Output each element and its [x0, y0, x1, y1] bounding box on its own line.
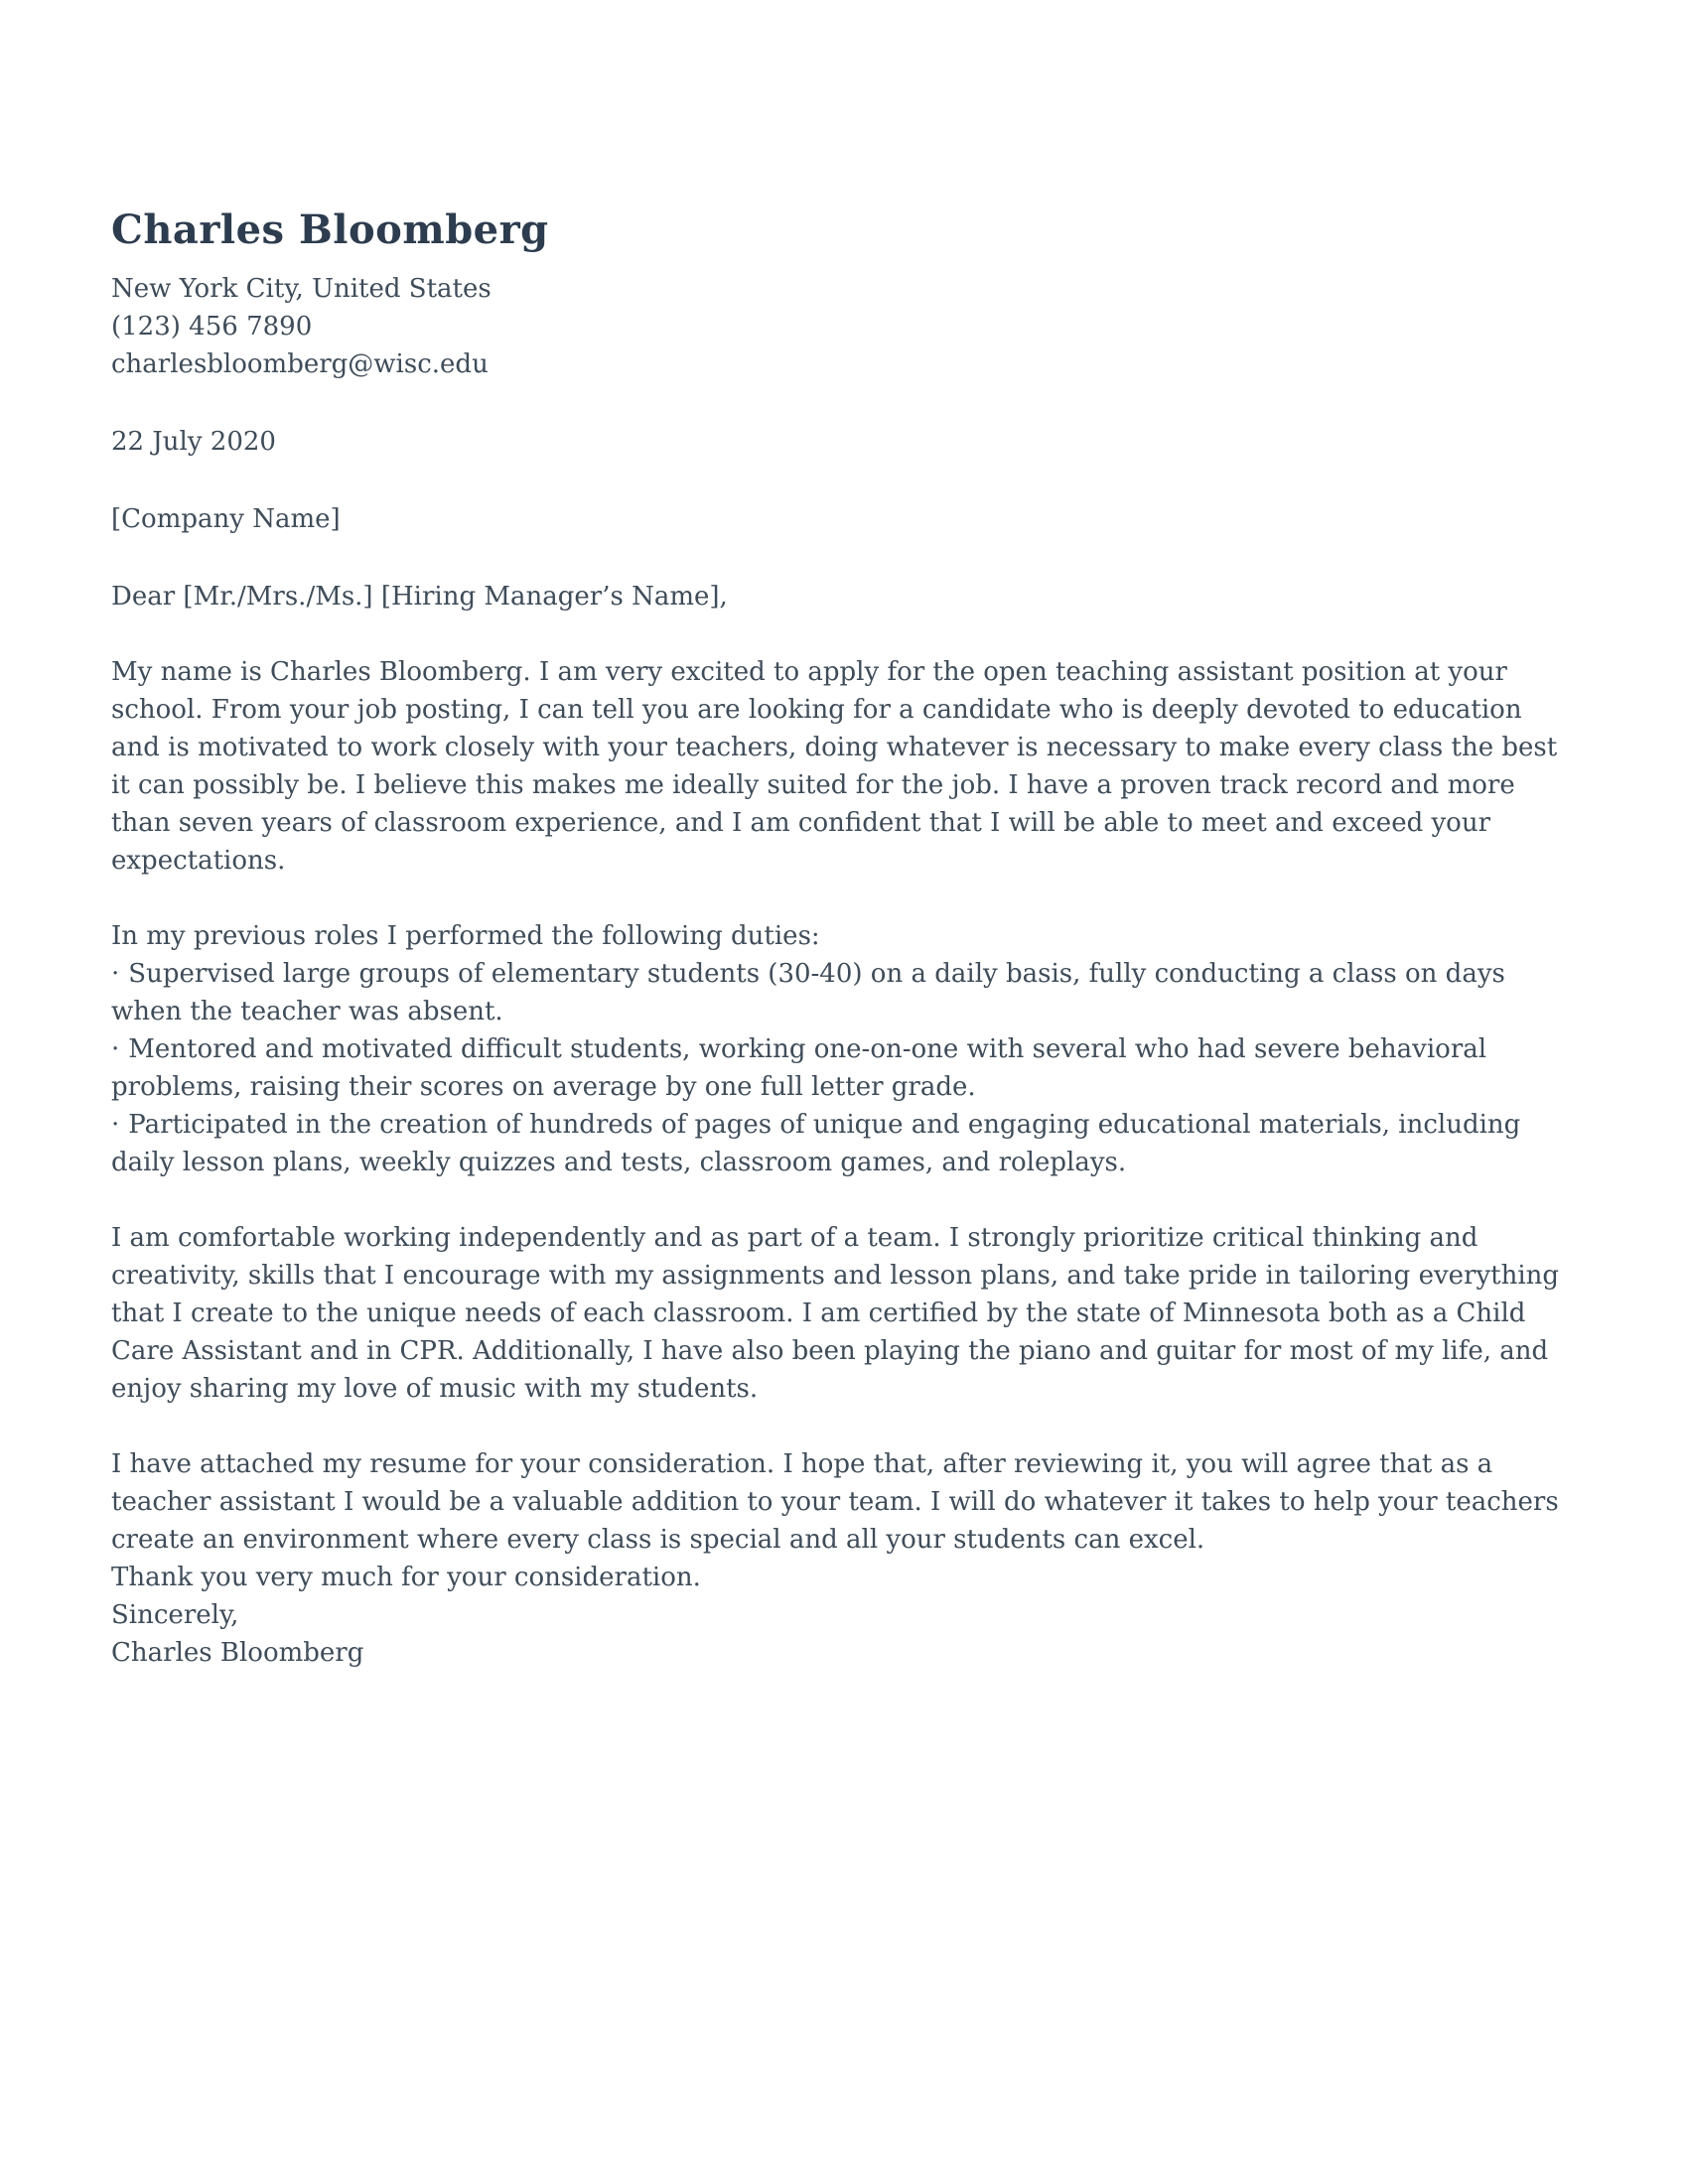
contact-block	[111, 270, 1563, 383]
paragraph-closing: I have attached my resume for your consideration. I hope that, after reviewing it, you will agree that as a teacher assistant I would be a valuable addition to your team. I will do whatever it takes to help your teachers create an environment where every class is special and all your students can excel.	[111, 1449, 1559, 1555]
duty-item-participated	[111, 1106, 1563, 1181]
duty-item-mentored	[111, 1030, 1563, 1106]
closing-signoff-line: Sincerely,	[111, 1600, 239, 1630]
closing-thanks-line: Thank you very much for your consideration.	[111, 1563, 701, 1592]
bullet-dot-icon: ·	[111, 1110, 120, 1140]
sender-phone: (123) 456 7890	[111, 312, 313, 341]
paragraph-skills: I am comfortable working independently and as part of a team. I strongly prioritize critical thinking and creativity, skills that I encourage with my assignments and lesson plans, and take pride in tailoring everything that I create to the unique needs of each classroom. I am certified by the state of Minnesota both as a Child Care Assistant and in CPR. Additionally, I have also been playing the piano and guitar for most of my life, and enjoy sharing my love of music with my students.	[111, 1223, 1560, 1404]
duties-section	[111, 917, 1563, 1181]
bullet-dot-icon: ·	[111, 959, 120, 989]
duty-text: Participated in the creation of hundreds of pages of unique and engaging educational materials, including daily lesson plans, weekly quizzes and tests, classroom games, and roleplays.	[111, 1110, 1521, 1177]
salutation: Dear [Mr./Mrs./Ms.] [Hiring Manager’s Name],	[111, 582, 728, 612]
duties-intro: In my previous roles I performed the following duties:	[111, 921, 820, 951]
duty-item-supervised	[111, 955, 1563, 1030]
bullet-dot-icon: ·	[111, 1034, 120, 1064]
sender-email: charlesbloomberg@wisc.edu	[111, 349, 489, 379]
duty-text: Mentored and motivated difficult students, working one-on-one with several who had severe behavioral problems, raising their scores on average by one full letter grade.	[111, 1034, 1487, 1102]
signature-name: Charles Bloomberg	[111, 1638, 364, 1668]
sender-name: Charles Bloomberg	[111, 206, 549, 253]
duty-text: Supervised large groups of elementary students (30-40) on a daily basis, fully conducting a class on days when the teacher was absent.	[111, 959, 1505, 1026]
closing-section	[111, 1445, 1563, 1672]
paragraph-intro: My name is Charles Bloomberg. I am very excited to apply for the open teaching assistant position at your school. From your job posting, I can tell you are looking for a candidate who is deeply devoted to education and is motivated to work closely with your teachers, doing whatever is necessary to make every class the best it can possibly be. I believe this makes me ideally suited for the job. I have a proven track record and more than seven years of classroom experience, and I am confident that I will be able to meet and exceed your expectations.	[111, 657, 1558, 876]
sender-location: New York City, United States	[111, 274, 492, 304]
letter-date: 22 July 2020	[111, 427, 276, 457]
company-name-placeholder: [Company Name]	[111, 504, 341, 534]
